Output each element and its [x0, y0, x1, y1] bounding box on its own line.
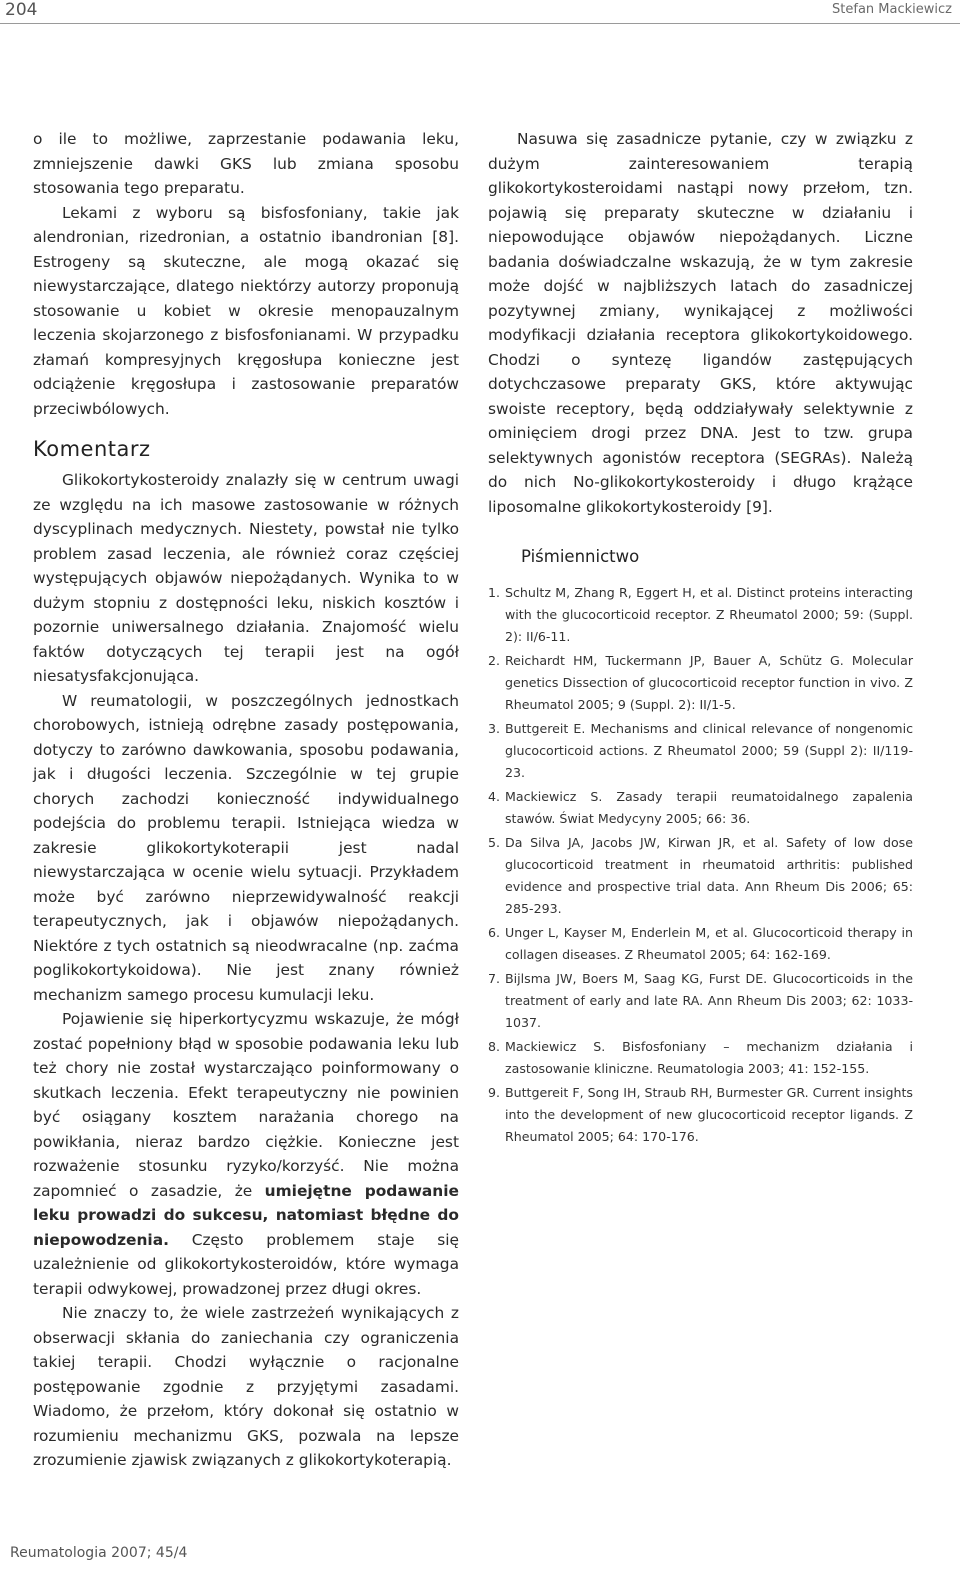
references-list [488, 582, 913, 1148]
journal-footer: Reumatologia 2007; 45/4 [10, 1545, 188, 1561]
reference-number: 8. [488, 1039, 501, 1054]
reference-text: Schultz M, Zhang R, Eggert H, et al. Distinct proteins interacting with the glucocorticoid receptor. Z Rheumatol 2000; 59: (Suppl. 2): II/6-11. [505, 585, 913, 644]
paragraph-komentarz-4: Nie znaczy to, że wiele zastrzeżeń wynikających z obserwacji skłania do zaniechania czy ograniczenia takiej terapii. Chodzi wyłącznie o racjonalne postępowanie zgodnie z przyjętymi zasadami. Wiadomo, że przełom, który dokonał się ostatnio w rozumieniu mechanizmu GKS, pozwala na lepsze zrozumienie zjawisk związanych z glikokortykoterapią. [33, 1304, 459, 1469]
emphasized-principle: umiejętne podawanie leku prowadzi do sukcesu, natomiast błędne do niepowodzenia. [33, 1181, 459, 1249]
paragraph-komentarz-2: W reumatologii, w poszczególnych jednostkach chorobowych, istnieją odrębne zasady postępowania, dotyczy to zarówno dawkowania, sposobu podawania, jak i długości leczenia. Szczególnie w tej grupie chorych zachodzi konieczność indywidualnego podejścia do problemu terapii. Istniejąca wiedza w zakresie glikokortykoterapii jest nadal niewystarczająca w ocenie wielu sytuacji. Przykładem może być zarówno nieprzewidywalność reakcji terapeutycznych, jak i objawów niepożądanych. Niektóre z tych ostatnich są nieodwracalne (np. zaćma poglikokortykoidowa). Nie jest znany również mechanizm samego procesu kumulacji leku. [33, 691, 459, 1004]
paragraph-komentarz-1: Glikokortykosteroidy znalazły się w centrum uwagi ze względu na ich masowe zastosowanie w różnych dyscyplinach medycznych. Niestety, powstał nie tylko problem zasad leczenia, ale również coraz częściej występujących objawów niepożądanych. Wynika to w dużym stopniu z dostępności leku, niskich kosztów i pozornie uniwersalnego działania. Znajomość wielu faktów dotyczących tej terapii jest na ogół niesatysfakcjonująca. [33, 471, 459, 685]
reference-text: Unger L, Kayser M, Enderlein M, et al. Glucocorticoid therapy in collagen diseases. Z Rheumatol 2005; 64: 162-169. [505, 925, 913, 962]
reference-item [488, 786, 913, 830]
header-divider [0, 23, 960, 24]
reference-number: 3. [488, 721, 501, 736]
paragraph-continuation: o ile to możliwe, zaprzestanie podawania leku, zmniejszenie dawki GKS lub zmiana sposobu stosowania tego preparatu. [33, 130, 459, 197]
references-title: Piśmiennictwo [521, 547, 640, 566]
reference-item [488, 968, 913, 1034]
reference-number: 4. [488, 789, 501, 804]
reference-number: 6. [488, 925, 501, 940]
paragraph-komentarz-3 [33, 1007, 459, 1301]
paragraph-text: Często problemem staje się uzależnienie od glikokortykosteroidów, które wymaga terapii odwykowej, prowadzonej przez długi okres. [33, 1230, 459, 1298]
reference-item [488, 922, 913, 966]
reference-number: 9. [488, 1085, 501, 1100]
reference-item [488, 582, 913, 648]
running-head-author: Stefan Mackiewicz [832, 2, 952, 17]
reference-text: Bijlsma JW, Boers M, Saag KG, Furst DE. Glucocorticoids in the treatment of early and late RA. Ann Rheum Dis 2003; 62: 1033-1037. [505, 971, 913, 1030]
section-title-komentarz: Komentarz [33, 437, 151, 461]
reference-text: Mackiewicz S. Bisfosfoniany – mechanizm działania i zastosowanie kliniczne. Reumatologia 2003; 41: 152-155. [505, 1039, 913, 1076]
reference-text: Buttgereit E. Mechanisms and clinical relevance of nongenomic glucocorticoid actions. Z Rheumatol 2000; 59 (Suppl 2): II/119-23. [505, 721, 913, 780]
right-column [488, 127, 913, 1150]
reference-item [488, 718, 913, 784]
page-number: 204 [5, 0, 38, 20]
reference-text: Reichardt HM, Tuckermann JP, Bauer A, Schütz G. Molecular genetics Dissection of glucocorticoid receptor function in vivo. Z Rheumatol 2005; 9 (Suppl. 2): II/1-5. [505, 653, 913, 712]
reference-text: Mackiewicz S. Zasady terapii reumatoidalnego zapalenia stawów. Świat Medycyny 2005; 66: 36. [505, 789, 913, 826]
reference-number: 1. [488, 585, 501, 600]
reference-text: Da Silva JA, Jacobs JW, Kirwan JR, et al. Safety of low dose glucocorticoid treatment in rheumatoid arthritis: published evidence and prospective trial data. Ann Rheum Dis 2006; 65: 285-293. [505, 835, 913, 916]
paragraph-text: Pojawienie się hiperkortycyzmu wskazuje, że mógł zostać popełniony błąd w sposobie podawania leku lub też chory nie został wystarczająco poinformowany o skutkach leczenia. Efekt terapeutyczny nie powinien być osiągany kosztem narażania chorego na powikłania, nieraz bardzo ciężkie. Konieczne jest rozważenie stosunku ryzyko/korzyść. Nie można zapomnieć o zasadzie, że [33, 1010, 459, 1200]
paragraph-bisphosphonates: Lekami z wyboru są bisfosfoniany, takie jak alendronian, rizedronian, a ostatnio ibandronian [8]. Estrogeny są skuteczne, ale mogą okazać się niewystarczające, dlatego niektórzy autorzy proponują stosowanie u kobiet w okresie menopauzalnym leczenia skojarzonego z bisfosfonianami. W przypadku złamań kompresyjnych kręgosłupa konieczne jest odciążenie kręgosłupa i zastosowanie preparatów przeciwbólowych. [33, 203, 459, 418]
reference-item [488, 650, 913, 716]
reference-item [488, 1036, 913, 1080]
reference-number: 2. [488, 653, 501, 668]
reference-number: 7. [488, 971, 501, 986]
reference-item [488, 832, 913, 920]
left-column [33, 127, 459, 1473]
reference-text: Buttgereit F, Song IH, Straub RH, Burmester GR. Current insights into the development of new glucocorticoid receptor ligands. Z Rheumatol 2005; 64: 170-176. [505, 1085, 913, 1144]
paragraph-question: Nasuwa się zasadnicze pytanie, czy w związku z dużym zainteresowaniem terapią glikokortykosteroidami nastąpi nowy przełom, tzn. pojawią się preparaty skuteczne w działaniu i niepowodujące objawów niepożądanych. Liczne badania doświadczalne wskazują, że w tym zakresie może dojść w najbliższych latach do zasadniczej pozytywnej zmiany, wynikającej z możliwości modyfikacji działania receptora glikokortykoidowego. Chodzi o syntezę ligandów zastępujących dotychczasowe preparaty GKS, które aktywując swoiste receptory, będą oddziaływały selektywnie z ominięciem drogi przez DNA. Jest to tzw. grupa selektywnych agonistów receptora (SEGRAs). Należą do nich No-glikokortykosteroidy i długo krążące liposomalne glikokortykosteroidy [9]. [488, 130, 913, 516]
reference-item [488, 1082, 913, 1148]
reference-number: 5. [488, 835, 501, 850]
